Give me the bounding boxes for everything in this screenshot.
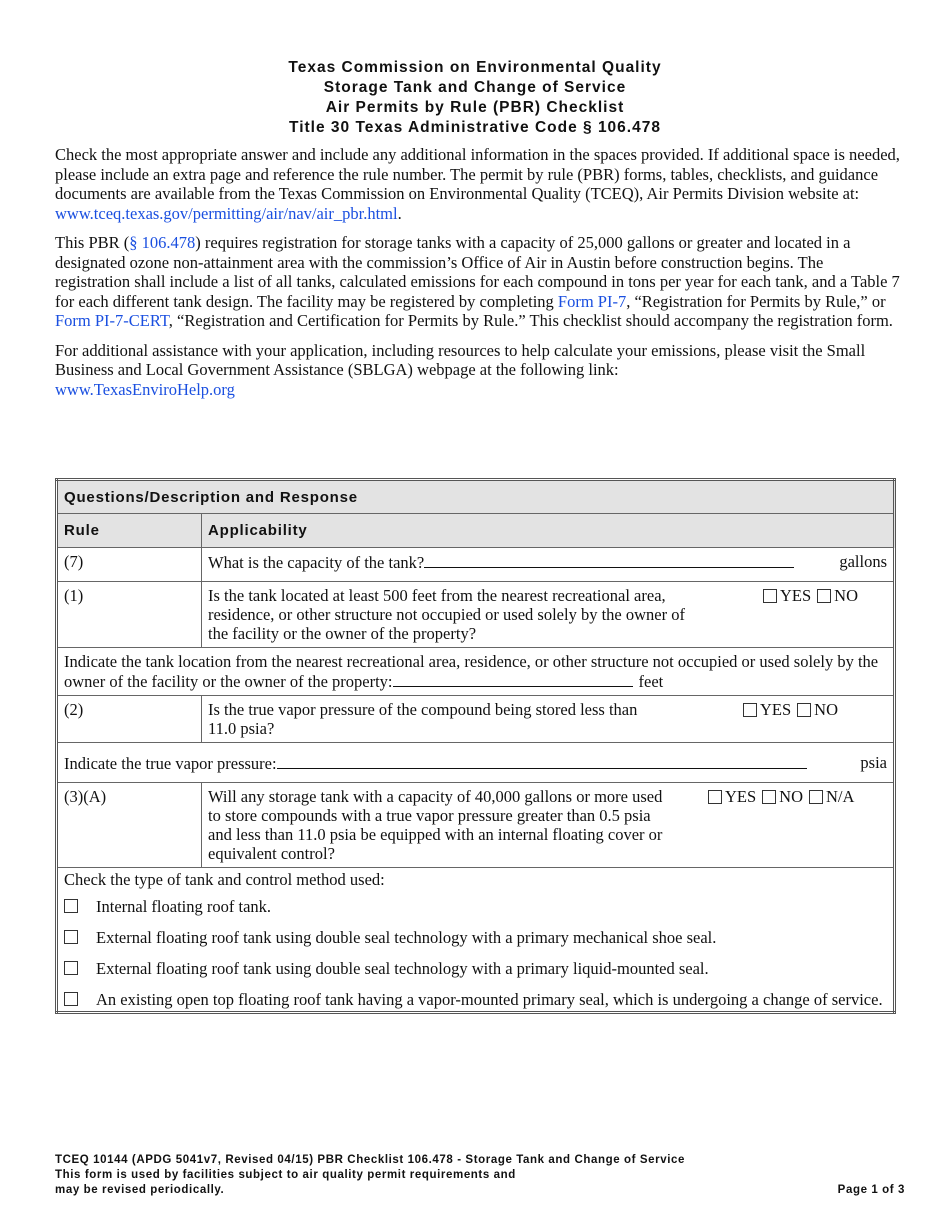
yes-checkbox[interactable] [763,589,777,603]
option-item [58,953,893,984]
check-label: Check the type of tank and control method used: [57,868,895,892]
option-checkbox[interactable] [64,992,78,1006]
intro-text: , “Registration and Certification for Permits by Rule.” This checklist should accompany the registration form. [168,311,893,330]
na-checkbox[interactable] [809,790,823,804]
intro-paragraph-3 [55,341,900,400]
question: Is the tank located at least 500 feet from the nearest recreational area, residence, or other structure not occupied or used solely by the owner of the facility or the owner of the property? [208,586,685,643]
option-checkbox[interactable] [64,930,78,944]
rule-cell: (3)(A) [57,783,202,868]
pbr-website-link[interactable]: www.tceq.texas.gov/permitting/air/nav/air_pbr.html [55,203,398,223]
unit: feet [638,672,664,691]
table-row [57,582,895,648]
question: Will any storage tank with a capacity of 40,000 gallons or more used to store compounds with a true vapor pressure greater than 0.5 psia and less than 11.0 psia be equipped with an internal floating cover or equivalent control? [208,787,663,863]
no-label: NO [779,787,804,806]
unit: psia [860,752,887,772]
no-checkbox[interactable] [762,790,776,804]
intro-text: ) requires registration for storage tanks with a capacity of 25,000 gallons or greater and located in a designated ozone non-attainment area with the commission’s Office of Air in Austin before construction begins. The registration shall include a list of all tanks, calculated emissions for each compound in tons per year for each tank, and a Table 7 for each different tank design. The facility may be registered by completing [55,233,900,311]
yes-checkbox[interactable] [708,790,722,804]
footer [55,1153,905,1198]
yes-label: YES [760,700,792,719]
intro-text: Check the most appropriate answer and include any additional information in the spaces provided. If additional space is needed, please include an extra page and reference the rule number. The permit by rule (PBR) forms, tables, checklists, and guidance documents are available from the Texas Commission on Environmental Quality (TCEQ), Air Permits Division website at: [55,145,900,203]
title-line: Texas Commission on Environmental Quality [288,59,662,76]
option-label: Internal floating roof tank. [96,897,272,916]
no-label: NO [834,586,859,605]
intro-paragraph-1: Check the most appropriate answer and include any additional information in the spaces provided. If additional space is needed, please include an extra page and reference the rule number. The permit by rule (PBR) forms, tables, checklists, and guidance documents are available from the Texas Commission on Environmental Quality (TCEQ), Air Permits Division website at: www.tceq.texas.gov/permitting/air/nav/air_pbr.html. [55,145,900,223]
intro-text: , “Registration for Permits by Rule,” or [626,291,886,311]
title-line: Storage Tank and Change of Service [323,79,627,96]
page-number: Page 1 of 3 [837,1184,905,1196]
form-id: TCEQ 10144 (APDG 5041v7, Revised 04/15) PBR Checklist 106.478 - Storage Tank and Change of Service [55,1154,685,1166]
checklist-table [55,478,896,1014]
option-checkbox[interactable] [64,899,78,913]
option-item [58,984,893,1011]
instructions [55,145,900,409]
question: Indicate the tank location from the nearest recreational area, residence, or other structure not occupied or used solely by the owner of the facility or the owner of the property: [64,652,879,691]
sblga-link[interactable]: www.TexasEnviroHelp.org [55,379,235,399]
vapor-pressure-input[interactable] [277,753,807,769]
no-label: NO [814,700,839,719]
title-line: Title 30 Texas Administrative Code § 106.478 [289,119,661,136]
option-label: External floating roof tank using double seal technology with a primary mechanical shoe seal. [96,928,717,947]
footer-note: may be revised periodically. [55,1184,225,1196]
capacity-input[interactable] [424,552,794,568]
page-title [0,58,950,138]
form-pi7-link[interactable]: Form PI-7 [557,291,627,311]
yes-label: YES [725,787,757,806]
no-checkbox[interactable] [797,703,811,717]
rule-cell: (2) [57,696,202,743]
yes-label: YES [780,586,812,605]
na-label: N/A [826,787,855,806]
distance-input[interactable] [393,671,633,687]
footer-note: This form is used by facilities subject to air quality permit requirements and [55,1169,516,1181]
yes-checkbox[interactable] [743,703,757,717]
option-checkbox[interactable] [64,961,78,975]
table-row [57,548,895,582]
col-rule: Rule [57,514,202,548]
option-item [58,891,893,922]
form-pi7-cert-link[interactable]: Form PI-7-CERT [55,311,169,330]
rule-cell: (7) [57,548,202,582]
no-checkbox[interactable] [817,589,831,603]
table-row [57,783,895,868]
question: What is the capacity of the tank? [208,553,425,572]
title-line: Air Permits by Rule (PBR) Checklist [325,99,625,116]
rule-link[interactable]: § 106.478 [129,233,196,252]
table-row [57,648,895,696]
intro-text: For additional assistance with your application, including resources to help calculate your emissions, please visit the Small Business and Local Government Assistance (SBLGA) webpage at the following link: [55,340,866,379]
question: Is the true vapor pressure of the compound being stored less than 11.0 psia? [208,700,638,738]
col-applicability: Applicability [202,514,895,548]
question: Indicate the true vapor pressure: [64,753,277,773]
table-row [57,696,895,743]
option-label: External floating roof tank using double seal technology with a primary liquid-mounted seal. [96,959,709,978]
option-label: An existing open top floating roof tank having a vapor-mounted primary seal, which is undergoing a change of service. [96,990,883,1009]
rule-cell: (1) [57,582,202,648]
table-header: Questions/Description and Response [57,480,895,514]
table-row [57,743,895,783]
intro-paragraph-2 [55,233,900,331]
intro-text: This PBR ( [55,233,130,252]
option-item [58,922,893,953]
unit: gallons [839,552,887,571]
